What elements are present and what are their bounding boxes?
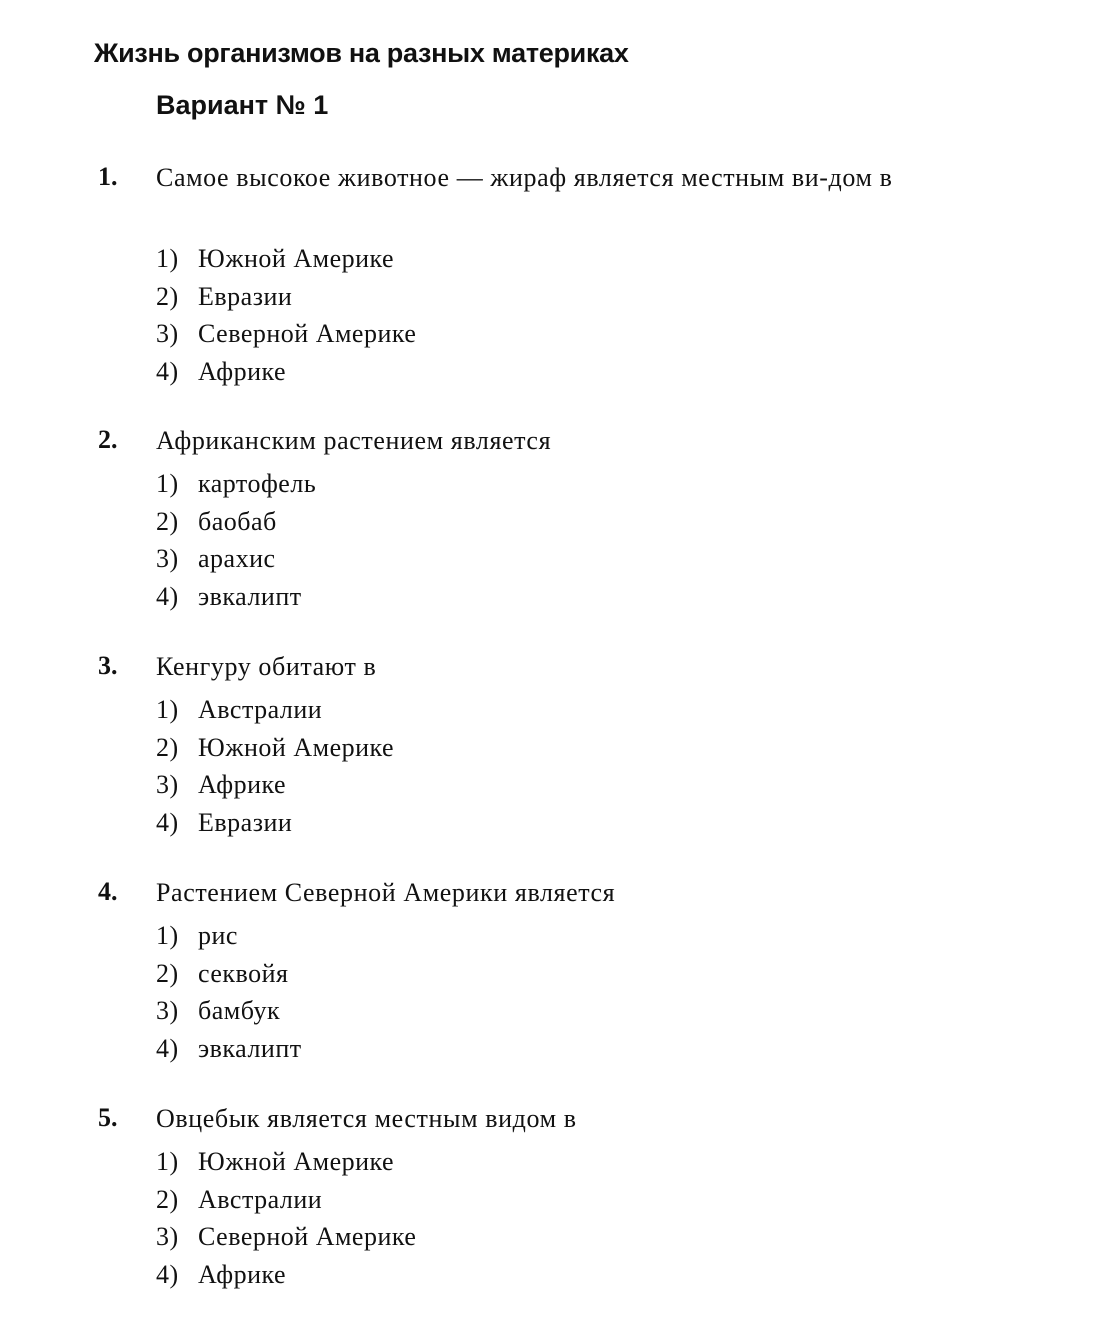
question-number: 1. <box>98 162 118 191</box>
option-text: Южной Америке <box>198 1147 395 1176</box>
question-number: 4. <box>98 877 118 906</box>
option-number: 4) <box>156 581 179 611</box>
answer-option <box>156 578 316 616</box>
answer-options <box>156 240 416 390</box>
answer-options <box>156 465 316 615</box>
option-number: 3) <box>156 1222 179 1251</box>
option-text: Африке <box>198 356 287 386</box>
option-text: секвойя <box>198 958 289 988</box>
option-text: арахис <box>198 544 276 573</box>
option-text: баобаб <box>198 506 277 536</box>
option-number: 4) <box>156 356 179 386</box>
option-text: Евразии <box>198 281 293 311</box>
option-text: Австралии <box>198 695 323 724</box>
answer-option <box>156 540 316 578</box>
option-number: 4) <box>156 1259 179 1289</box>
answer-options <box>156 917 302 1067</box>
option-number: 3) <box>156 319 179 348</box>
answer-options <box>156 1143 416 1293</box>
question-number: 3. <box>98 651 118 680</box>
option-text: Австралии <box>198 1184 323 1214</box>
option-number: 4) <box>156 807 179 837</box>
option-text: эвкалипт <box>198 1033 302 1063</box>
option-text: рис <box>198 921 238 950</box>
question-text: Самое высокое животное — жираф является местным ви-дом в <box>156 163 893 192</box>
answer-option <box>156 240 416 278</box>
answer-option <box>156 1030 302 1068</box>
answer-option <box>156 1181 416 1219</box>
answer-option <box>156 691 394 729</box>
answer-option <box>156 503 316 541</box>
option-number: 2) <box>156 732 179 762</box>
option-number: 2) <box>156 506 179 536</box>
answer-option <box>156 804 394 842</box>
answer-option <box>156 729 394 767</box>
option-number: 1) <box>156 695 179 724</box>
option-text: картофель <box>198 469 317 498</box>
option-text: Южной Америке <box>198 244 395 273</box>
option-number: 3) <box>156 544 179 573</box>
answer-option <box>156 917 302 955</box>
answer-option <box>156 766 394 804</box>
answer-options <box>156 691 394 841</box>
option-text: бамбук <box>198 996 281 1025</box>
answer-option <box>156 278 416 316</box>
option-number: 1) <box>156 1147 179 1176</box>
option-text: Африке <box>198 770 287 799</box>
option-number: 1) <box>156 921 179 950</box>
question-number: 2. <box>98 425 118 454</box>
option-text: Северной Америке <box>198 1222 417 1251</box>
question-text: Африканским растением является <box>156 426 552 455</box>
option-number: 3) <box>156 996 179 1025</box>
answer-option <box>156 1256 416 1294</box>
answer-option <box>156 1143 416 1181</box>
answer-option <box>156 353 416 391</box>
question-text: Кенгуру обитают в <box>156 652 377 681</box>
answer-option <box>156 315 416 353</box>
option-text: Южной Америке <box>198 732 395 762</box>
answer-option <box>156 1218 416 1256</box>
option-number: 2) <box>156 958 179 988</box>
question-text: Растением Северной Америки является <box>156 878 616 907</box>
option-text: Евразии <box>198 807 293 837</box>
option-number: 4) <box>156 1033 179 1063</box>
answer-option <box>156 465 316 503</box>
variant-heading: Вариант № 1 <box>156 90 329 120</box>
option-number: 1) <box>156 469 179 498</box>
question-text: Овцебык является местным видом в <box>156 1104 577 1133</box>
question-number: 5. <box>98 1103 118 1132</box>
option-number: 1) <box>156 244 179 273</box>
option-text: эвкалипт <box>198 581 302 611</box>
option-number: 2) <box>156 1184 179 1214</box>
page-title: Жизнь организмов на разных материках <box>94 38 629 68</box>
answer-option <box>156 955 302 993</box>
option-text: Северной Америке <box>198 319 417 348</box>
option-number: 3) <box>156 770 179 799</box>
option-number: 2) <box>156 281 179 311</box>
option-text: Африке <box>198 1259 287 1289</box>
answer-option <box>156 992 302 1030</box>
